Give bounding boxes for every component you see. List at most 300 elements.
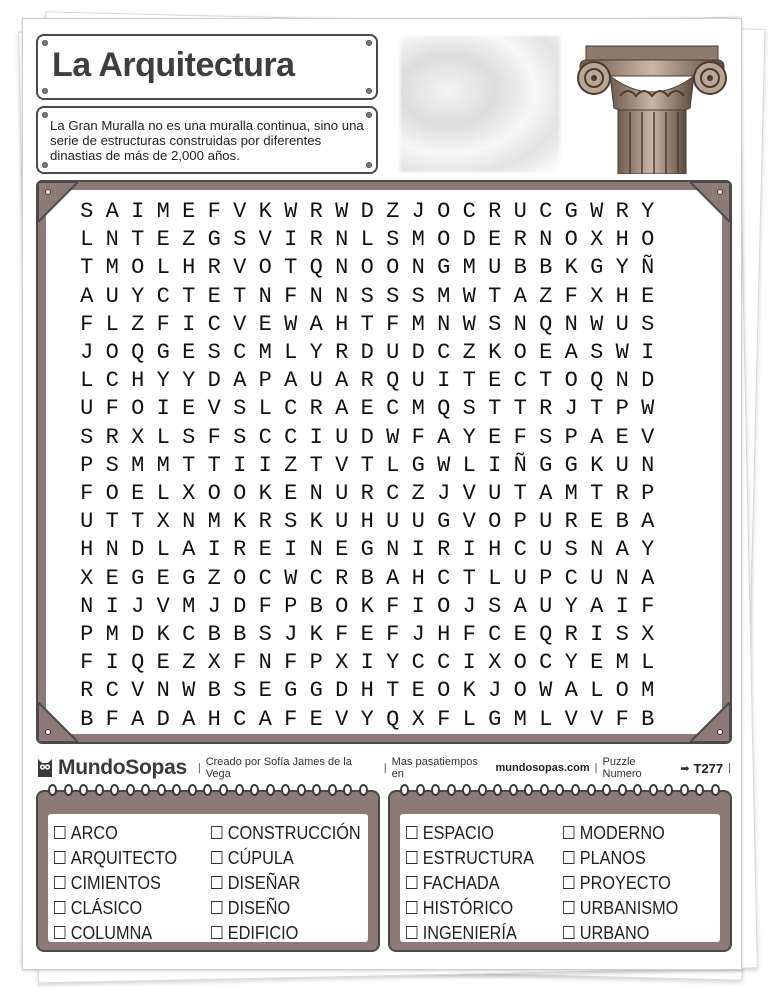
grid-letter[interactable]: P (641, 481, 655, 506)
grid-letter[interactable]: H (411, 565, 425, 591)
grid-letter[interactable]: E (156, 650, 170, 676)
grid-letter[interactable]: N (437, 311, 451, 337)
grid-letter[interactable]: U (488, 255, 502, 281)
grid-letter[interactable]: L (488, 565, 502, 591)
grid-letter[interactable]: C (462, 199, 476, 224)
grid-letter[interactable]: D (641, 368, 655, 394)
grid-letter[interactable]: A (641, 565, 655, 591)
grid-letter[interactable]: D (335, 678, 349, 704)
grid-letter[interactable]: I (131, 199, 145, 224)
grid-letter[interactable]: J (411, 622, 425, 647)
grid-letter[interactable]: J (488, 678, 502, 704)
grid-letter[interactable]: N (564, 311, 578, 337)
grid-letter[interactable]: T (386, 678, 400, 704)
grid-letter[interactable]: I (437, 368, 451, 394)
grid-letter[interactable]: N (309, 537, 323, 563)
grid-letter[interactable]: M (105, 622, 119, 647)
grid-letter[interactable]: Q (590, 368, 604, 394)
grid-letter[interactable]: R (615, 199, 629, 224)
grid-letter[interactable]: P (309, 650, 323, 676)
grid-letter[interactable]: W (590, 311, 604, 337)
grid-letter[interactable]: Ñ (513, 452, 527, 478)
grid-letter[interactable]: T (105, 509, 119, 535)
grid-letter[interactable]: A (641, 509, 655, 535)
grid-letter[interactable]: R (539, 396, 553, 422)
grid-letter[interactable]: P (80, 452, 94, 478)
word-list-item[interactable] (54, 920, 192, 945)
grid-letter[interactable]: D (131, 622, 145, 647)
grid-letter[interactable]: I (462, 537, 476, 563)
grid-letter[interactable]: I (590, 622, 604, 647)
grid-letter[interactable]: C (539, 650, 553, 676)
grid-letter[interactable]: E (207, 283, 221, 309)
grid-letter[interactable]: Z (182, 227, 196, 253)
grid-letter[interactable]: X (590, 283, 604, 309)
checkbox[interactable] (211, 901, 222, 914)
checkbox[interactable] (406, 876, 417, 889)
grid-letter[interactable]: M (411, 396, 425, 422)
grid-letter[interactable]: H (360, 509, 374, 535)
grid-letter[interactable]: F (437, 706, 451, 732)
grid-letter[interactable]: V (462, 509, 476, 535)
word-list-item[interactable] (563, 820, 701, 845)
grid-letter[interactable]: S (488, 311, 502, 337)
grid-letter[interactable]: W (462, 283, 476, 309)
grid-letter[interactable]: E (360, 396, 374, 422)
grid-letter[interactable]: I (105, 593, 119, 619)
grid-letter[interactable]: N (615, 565, 629, 591)
grid-letter[interactable]: P (539, 565, 553, 591)
grid-letter[interactable]: M (258, 340, 272, 365)
grid-letter[interactable]: E (539, 340, 553, 365)
grid-letter[interactable]: G (156, 340, 170, 365)
word-list-item[interactable] (406, 820, 544, 845)
grid-letter[interactable]: P (564, 424, 578, 450)
grid-letter[interactable]: M (182, 593, 196, 619)
grid-letter[interactable]: T (488, 283, 502, 309)
grid-letter[interactable]: K (258, 199, 272, 224)
grid-letter[interactable]: O (437, 227, 451, 253)
grid-letter[interactable]: W (615, 340, 629, 365)
grid-letter[interactable]: A (284, 368, 298, 394)
grid-letter[interactable]: V (207, 396, 221, 422)
grid-letter[interactable]: M (105, 255, 119, 281)
grid-letter[interactable]: P (258, 368, 272, 394)
word-list-item[interactable] (211, 895, 349, 920)
grid-letter[interactable]: G (284, 678, 298, 704)
grid-letter[interactable]: U (411, 509, 425, 535)
grid-letter[interactable]: J (564, 396, 578, 422)
grid-letter[interactable]: T (590, 481, 604, 506)
word-list-item[interactable] (406, 870, 544, 895)
word-list-item[interactable] (563, 895, 701, 920)
grid-letter[interactable]: A (80, 283, 94, 309)
grid-letter[interactable]: Y (131, 283, 145, 309)
grid-letter[interactable]: E (513, 622, 527, 647)
grid-letter[interactable]: T (80, 255, 94, 281)
grid-letter[interactable]: L (284, 340, 298, 365)
grid-letter[interactable]: F (80, 311, 94, 337)
grid-letter[interactable]: C (284, 424, 298, 450)
word-list-item[interactable] (54, 820, 192, 845)
checkbox[interactable] (54, 826, 65, 839)
grid-letter[interactable]: L (641, 650, 655, 676)
grid-letter[interactable]: I (284, 227, 298, 253)
grid-letter[interactable]: K (258, 481, 272, 506)
grid-letter[interactable]: S (539, 424, 553, 450)
grid-letter[interactable]: C (513, 368, 527, 394)
grid-letter[interactable]: I (411, 593, 425, 619)
grid-letter[interactable]: Q (539, 311, 553, 337)
grid-letter[interactable]: M (411, 227, 425, 253)
grid-letter[interactable]: C (488, 622, 502, 647)
grid-letter[interactable]: Y (641, 199, 655, 224)
grid-letter[interactable]: Y (615, 255, 629, 281)
grid-letter[interactable]: Z (131, 311, 145, 337)
grid-letter[interactable]: G (564, 199, 578, 224)
checkbox[interactable] (211, 826, 222, 839)
grid-letter[interactable]: T (233, 283, 247, 309)
grid-letter[interactable]: L (156, 481, 170, 506)
grid-letter[interactable]: I (182, 311, 196, 337)
grid-letter[interactable]: W (284, 565, 298, 591)
grid-letter[interactable]: F (284, 706, 298, 732)
grid-letter[interactable]: O (131, 396, 145, 422)
grid-letter[interactable]: U (386, 509, 400, 535)
grid-letter[interactable]: N (539, 227, 553, 253)
grid-letter[interactable]: T (513, 481, 527, 506)
grid-letter[interactable]: C (105, 368, 119, 394)
checkbox[interactable] (54, 926, 65, 939)
grid-letter[interactable]: L (590, 678, 604, 704)
grid-letter[interactable]: G (564, 452, 578, 478)
grid-letter[interactable]: E (411, 678, 425, 704)
grid-letter[interactable]: M (615, 650, 629, 676)
grid-letter[interactable]: R (207, 255, 221, 281)
grid-letter[interactable]: U (335, 481, 349, 506)
grid-letter[interactable]: K (462, 678, 476, 704)
grid-letter[interactable]: A (615, 537, 629, 563)
checkbox[interactable] (406, 901, 417, 914)
grid-letter[interactable]: U (80, 396, 94, 422)
grid-letter[interactable]: T (360, 452, 374, 478)
grid-letter[interactable]: T (182, 283, 196, 309)
grid-letter[interactable]: L (360, 227, 374, 253)
grid-letter[interactable]: W (335, 199, 349, 224)
grid-letter[interactable]: F (564, 283, 578, 309)
grid-letter[interactable]: S (615, 622, 629, 647)
grid-letter[interactable]: A (564, 340, 578, 365)
grid-letter[interactable]: N (641, 452, 655, 478)
grid-letter[interactable]: K (309, 622, 323, 647)
grid-letter[interactable]: I (360, 650, 374, 676)
grid-letter[interactable]: C (513, 537, 527, 563)
grid-letter[interactable]: E (258, 678, 272, 704)
grid-letter[interactable]: S (80, 424, 94, 450)
grid-letter[interactable]: F (80, 650, 94, 676)
grid-letter[interactable]: F (207, 199, 221, 224)
grid-letter[interactable]: F (258, 593, 272, 619)
grid-letter[interactable]: C (233, 706, 247, 732)
grid-letter[interactable]: F (105, 396, 119, 422)
grid-letter[interactable]: A (539, 481, 553, 506)
grid-letter[interactable]: V (258, 227, 272, 253)
grid-letter[interactable]: G (437, 255, 451, 281)
grid-letter[interactable]: G (309, 678, 323, 704)
grid-letter[interactable]: Q (539, 622, 553, 647)
grid-letter[interactable]: M (513, 706, 527, 732)
grid-letter[interactable]: E (182, 340, 196, 365)
grid-letter[interactable]: Z (182, 650, 196, 676)
grid-letter[interactable]: R (360, 368, 374, 394)
grid-letter[interactable]: X (207, 650, 221, 676)
grid-letter[interactable]: W (641, 396, 655, 422)
grid-letter[interactable]: I (615, 593, 629, 619)
grid-letter[interactable]: N (80, 593, 94, 619)
grid-letter[interactable]: Y (156, 368, 170, 394)
grid-letter[interactable]: O (233, 565, 247, 591)
grid-letter[interactable]: S (641, 311, 655, 337)
grid-letter[interactable]: T (539, 368, 553, 394)
grid-letter[interactable]: V (156, 593, 170, 619)
grid-letter[interactable]: S (590, 340, 604, 365)
grid-letter[interactable]: T (131, 509, 145, 535)
grid-letter[interactable]: E (488, 424, 502, 450)
word-list-item[interactable] (211, 920, 349, 945)
grid-letter[interactable]: U (590, 565, 604, 591)
grid-letter[interactable]: I (233, 452, 247, 478)
grid-letter[interactable]: X (131, 424, 145, 450)
grid-letter[interactable]: H (207, 706, 221, 732)
grid-letter[interactable]: X (335, 650, 349, 676)
grid-letter[interactable]: J (131, 593, 145, 619)
grid-letter[interactable]: I (462, 650, 476, 676)
grid-letter[interactable]: S (462, 396, 476, 422)
grid-letter[interactable]: B (539, 255, 553, 281)
grid-letter[interactable]: Z (539, 283, 553, 309)
grid-letter[interactable]: I (641, 340, 655, 365)
checkbox[interactable] (211, 851, 222, 864)
grid-letter[interactable]: R (309, 396, 323, 422)
grid-letter[interactable]: F (411, 424, 425, 450)
grid-letter[interactable]: F (80, 481, 94, 506)
grid-letter[interactable]: T (182, 452, 196, 478)
grid-letter[interactable]: S (207, 340, 221, 365)
grid-letter[interactable]: O (233, 481, 247, 506)
grid-letter[interactable]: X (488, 650, 502, 676)
grid-letter[interactable]: Y (386, 650, 400, 676)
grid-letter[interactable]: O (335, 593, 349, 619)
grid-letter[interactable]: W (284, 199, 298, 224)
grid-letter[interactable]: X (156, 509, 170, 535)
grid-letter[interactable]: V (233, 255, 247, 281)
grid-letter[interactable]: P (513, 509, 527, 535)
site-link[interactable]: mundosopas.com (495, 762, 590, 774)
grid-letter[interactable]: C (258, 424, 272, 450)
grid-letter[interactable]: G (182, 565, 196, 591)
grid-letter[interactable]: O (207, 481, 221, 506)
grid-letter[interactable]: R (233, 537, 247, 563)
grid-letter[interactable]: L (156, 255, 170, 281)
grid-letter[interactable]: E (590, 509, 604, 535)
grid-letter[interactable]: U (539, 509, 553, 535)
grid-letter[interactable]: M (641, 678, 655, 704)
grid-letter[interactable]: F (386, 622, 400, 647)
grid-letter[interactable]: M (411, 311, 425, 337)
grid-letter[interactable]: B (233, 622, 247, 647)
grid-letter[interactable]: X (411, 706, 425, 732)
grid-letter[interactable]: A (513, 593, 527, 619)
grid-letter[interactable]: S (284, 509, 298, 535)
grid-letter[interactable]: I (411, 537, 425, 563)
grid-letter[interactable]: F (513, 424, 527, 450)
grid-letter[interactable]: K (564, 255, 578, 281)
word-list-item[interactable] (563, 845, 701, 870)
grid-letter[interactable]: Q (386, 368, 400, 394)
grid-letter[interactable]: V (641, 424, 655, 450)
grid-letter[interactable]: V (462, 481, 476, 506)
grid-letter[interactable]: H (360, 678, 374, 704)
grid-letter[interactable]: T (131, 227, 145, 253)
grid-letter[interactable]: H (182, 255, 196, 281)
checkbox[interactable] (406, 926, 417, 939)
grid-letter[interactable]: O (105, 481, 119, 506)
grid-letter[interactable]: G (131, 565, 145, 591)
grid-letter[interactable]: Y (462, 424, 476, 450)
grid-letter[interactable]: K (360, 593, 374, 619)
grid-letter[interactable]: R (105, 424, 119, 450)
grid-letter[interactable]: G (207, 227, 221, 253)
grid-letter[interactable]: J (80, 340, 94, 365)
grid-letter[interactable]: R (615, 481, 629, 506)
grid-letter[interactable]: E (182, 396, 196, 422)
grid-letter[interactable]: F (233, 650, 247, 676)
checkbox[interactable] (54, 876, 65, 889)
grid-letter[interactable]: E (131, 481, 145, 506)
grid-letter[interactable]: A (258, 706, 272, 732)
grid-letter[interactable]: W (386, 424, 400, 450)
grid-letter[interactable]: A (309, 311, 323, 337)
grid-letter[interactable]: M (156, 199, 170, 224)
grid-letter[interactable]: B (80, 706, 94, 732)
grid-letter[interactable]: V (590, 706, 604, 732)
grid-letter[interactable]: O (386, 255, 400, 281)
word-list-item[interactable] (406, 895, 544, 920)
grid-letter[interactable]: B (615, 509, 629, 535)
grid-letter[interactable]: J (411, 199, 425, 224)
grid-letter[interactable]: C (207, 311, 221, 337)
grid-letter[interactable]: A (335, 396, 349, 422)
grid-letter[interactable]: V (131, 678, 145, 704)
grid-letter[interactable]: L (462, 452, 476, 478)
grid-letter[interactable]: W (182, 678, 196, 704)
grid-letter[interactable]: C (386, 481, 400, 506)
grid-letter[interactable]: I (284, 537, 298, 563)
grid-letter[interactable]: A (233, 368, 247, 394)
word-list-item[interactable] (211, 870, 349, 895)
grid-letter[interactable]: T (360, 311, 374, 337)
grid-letter[interactable]: O (513, 650, 527, 676)
grid-letter[interactable]: C (182, 622, 196, 647)
grid-letter[interactable]: J (284, 622, 298, 647)
grid-letter[interactable]: S (488, 593, 502, 619)
grid-letter[interactable]: A (131, 706, 145, 732)
grid-letter[interactable]: O (131, 255, 145, 281)
grid-letter[interactable]: X (182, 481, 196, 506)
grid-letter[interactable]: C (437, 340, 451, 365)
grid-letter[interactable]: E (258, 537, 272, 563)
grid-letter[interactable]: L (462, 706, 476, 732)
grid-letter[interactable]: S (411, 283, 425, 309)
word-list-item[interactable] (211, 820, 361, 845)
grid-letter[interactable]: W (284, 311, 298, 337)
grid-letter[interactable]: V (564, 706, 578, 732)
grid-letter[interactable]: H (615, 283, 629, 309)
grid-letter[interactable]: K (309, 509, 323, 535)
grid-letter[interactable]: A (386, 565, 400, 591)
grid-letter[interactable]: X (641, 622, 655, 647)
grid-letter[interactable]: O (513, 340, 527, 365)
grid-letter[interactable]: H (131, 368, 145, 394)
grid-letter[interactable]: V (335, 452, 349, 478)
grid-letter[interactable]: O (258, 255, 272, 281)
grid-letter[interactable]: Q (386, 706, 400, 732)
grid-letter[interactable]: C (105, 678, 119, 704)
grid-letter[interactable]: J (462, 593, 476, 619)
grid-letter[interactable]: B (641, 706, 655, 732)
grid-letter[interactable]: S (564, 537, 578, 563)
grid-letter[interactable]: P (615, 396, 629, 422)
word-list-item[interactable] (563, 870, 701, 895)
grid-letter[interactable]: J (207, 593, 221, 619)
grid-letter[interactable]: I (207, 537, 221, 563)
grid-letter[interactable]: N (411, 255, 425, 281)
checkbox[interactable] (406, 826, 417, 839)
grid-letter[interactable]: A (437, 424, 451, 450)
grid-letter[interactable]: C (233, 340, 247, 365)
grid-letter[interactable]: U (105, 283, 119, 309)
grid-letter[interactable]: P (80, 622, 94, 647)
grid-letter[interactable]: P (284, 593, 298, 619)
grid-letter[interactable]: M (437, 283, 451, 309)
grid-letter[interactable]: F (335, 622, 349, 647)
grid-letter[interactable]: Y (564, 650, 578, 676)
grid-letter[interactable]: V (233, 311, 247, 337)
grid-letter[interactable]: W (462, 311, 476, 337)
grid-letter[interactable]: Y (641, 537, 655, 563)
grid-letter[interactable]: N (335, 255, 349, 281)
grid-letter[interactable]: V (335, 706, 349, 732)
grid-letter[interactable]: N (182, 509, 196, 535)
grid-letter[interactable]: D (411, 340, 425, 365)
grid-letter[interactable]: L (156, 424, 170, 450)
grid-letter[interactable]: F (641, 593, 655, 619)
grid-letter[interactable]: A (182, 537, 196, 563)
grid-letter[interactable]: L (80, 368, 94, 394)
grid-letter[interactable]: N (513, 311, 527, 337)
word-list-item[interactable] (563, 920, 701, 945)
grid-letter[interactable]: L (539, 706, 553, 732)
grid-letter[interactable]: Q (131, 340, 145, 365)
grid-letter[interactable]: U (335, 424, 349, 450)
grid-letter[interactable]: N (309, 283, 323, 309)
checkbox[interactable] (54, 851, 65, 864)
grid-letter[interactable]: H (437, 622, 451, 647)
grid-letter[interactable]: R (309, 227, 323, 253)
grid-letter[interactable]: B (207, 678, 221, 704)
grid-letter[interactable]: Y (564, 593, 578, 619)
grid-letter[interactable]: L (156, 537, 170, 563)
